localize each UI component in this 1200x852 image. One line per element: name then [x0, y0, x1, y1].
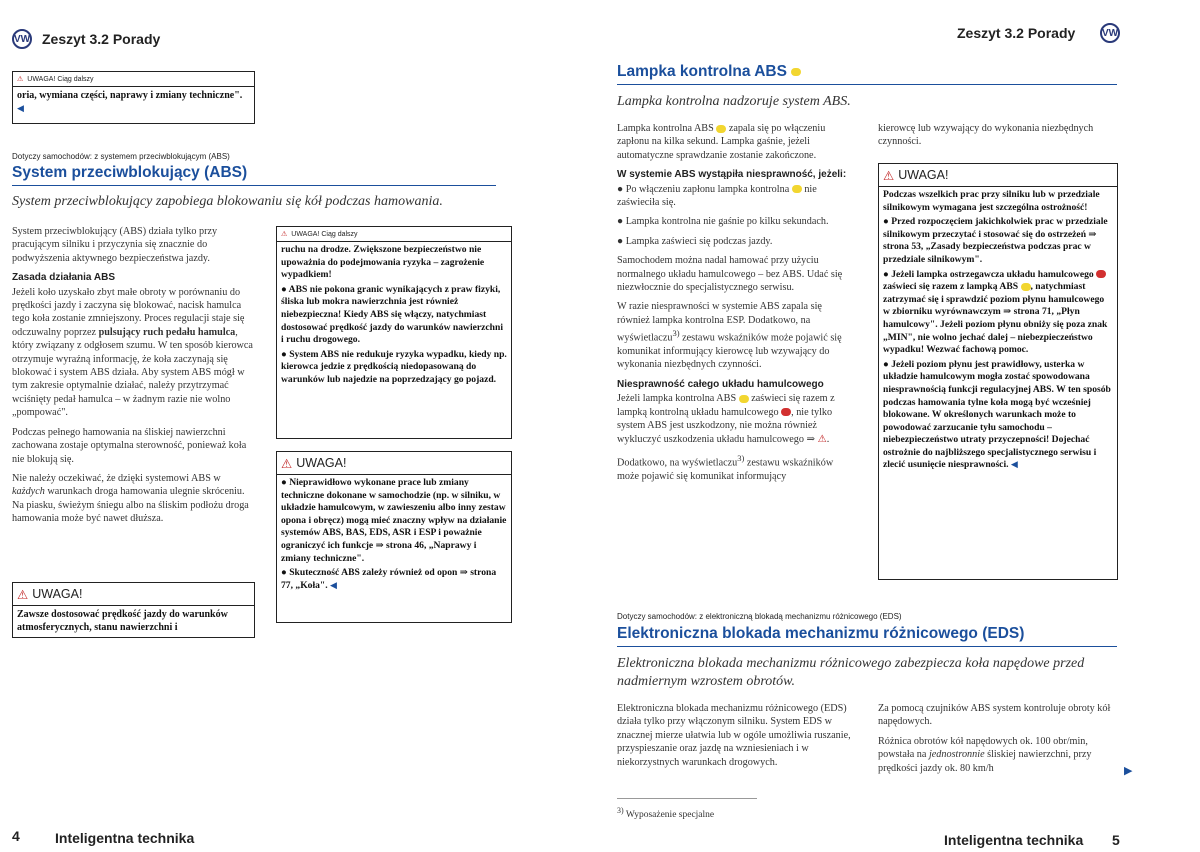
warning-label: UWAGA! — [296, 456, 347, 470]
section-lead: Elektroniczna blokada mechanizmu różnicowego zabezpiecza koła napędowe przed nadmiernym wzrostem obrotów. — [617, 656, 1085, 689]
eds-body-column — [617, 702, 857, 775]
lamp-body-column — [617, 122, 857, 489]
warning-label: UWAGA! Ciąg dalszy — [27, 75, 94, 83]
title-rule — [617, 646, 1117, 647]
warning-triangle-icon: ⚠ — [17, 586, 29, 602]
vw-logo-icon: VW — [12, 29, 32, 49]
subheading: Zasada działania ABS — [12, 272, 115, 284]
title-rule — [12, 185, 496, 186]
warning-text: Podczas wszelkich prac przy silniku lub w przedziale silnikowym wymagana jest szczególna ostrożność! — [883, 189, 1100, 213]
applies-note: Dotyczy samochodów: z elektroniczną blokadą mechanizmu różnicowego (EDS) — [617, 612, 902, 621]
warning-box — [276, 451, 512, 623]
footnote: $^{3)}$ Wyposażenie specjalne — [617, 806, 715, 821]
warning-label: UWAGA! Ciąg dalszy — [291, 230, 358, 238]
footer-title-right: Inteligentna technika — [944, 832, 1084, 848]
abs-lamp-icon — [1021, 283, 1031, 291]
paragraph: Za pomocą czujników ABS system kontroluje obroty kół napędowych. — [878, 703, 1111, 728]
paragraph: Jeżeli lampka kontrolna ABS zaświeci się razem z lampką kontrolną układu hamulcowego , nie tylko system ABS jest uszkodzony, nie można również wykluczyć uszkodzenia układu hamulcowego ⇒ ⚠. — [617, 393, 835, 445]
vw-logo-icon: VW — [1100, 23, 1120, 43]
warning-label: UWAGA! — [32, 587, 83, 601]
paragraph: Samochodem można nadal hamować przy użyciu normalnego układu hamulcowego – bez ABS. Udać się niezwłocznie do specjalistycznego serwisu. — [617, 255, 843, 294]
subheading: W systemie ABS wystąpiła niesprawność, jeżeli: — [617, 169, 847, 181]
title-rule — [617, 84, 1117, 85]
paragraph: Elektroniczna blokada mechanizmu różnicowego (EDS) działa tylko przy włączonym silniku. System EDS w znacznej mierze ułatwia lub w ogóle umożliwia ruszanie, przyspieszanie oraz jazdę na wzniesieniach i w niekorzystnych warunkach drogowych. — [617, 703, 851, 768]
warning-bullet: ● System ABS nie redukuje ryzyka wypadku, kiedy np. kierowca jedzie z prędkością niedopasowaną do warunków lub najedzie na poprzedzający go pojazd. — [281, 348, 507, 385]
abs-lamp-icon — [716, 125, 726, 133]
warning-continued-box — [12, 71, 255, 124]
paragraph: Lampka kontrolna ABS zapala się po włączeniu zapłonu na kilka sekund. Lampka gaśnie, jeżeli automatyczne sprawdzanie zostanie zakończone. — [617, 123, 826, 161]
warning-triangle-icon: ⚠ — [281, 230, 288, 238]
page-number-left: 4 — [12, 828, 20, 844]
warning-bullet: ● Jeżeli poziom płynu jest prawidłowy, usterka w układzie hamulcowym mogła zostać spowodowana niesprawnością funkcji regulacyjnej ABS. W ten sposób podczas hamowania tylne koła mogą być wcześniej blokowane. W określonych warunkach może to powodować zarzucanie tyłu samochodu – niebezpieczeństwo utraty przyczepności! Dojechać ostrożnie do najbliższego specjalistycznego serwisu i zlecić usunięcie niesprawności. ◀ — [883, 358, 1111, 471]
warning-bullet: ● Przed rozpoczęciem jakichkolwiek prac w przedziale silnikowym przeczytać i stosować się do ostrzeżeń ⇒ strona 53, „Zasady bezpieczeństwa podczas prac w przedziale silnikowym". — [883, 216, 1108, 265]
applies-note: Dotyczy samochodów: z systemem przeciwblokującym (ABS) — [12, 152, 230, 161]
warning-text: ruchu na drodze. Zwiększone bezpieczeństwo nie upoważnia do podejmowania ryzyka – zagrożenie wypadkiem! — [281, 244, 485, 281]
footnote-rule — [617, 798, 757, 799]
left-page-header: Zeszyt 3.2 Porady — [42, 31, 161, 47]
warning-triangle-icon: ⚠ — [281, 455, 293, 471]
eds-body-column-2 — [878, 702, 1118, 781]
bullet: ● Lampka kontrolna nie gaśnie po kilku sekundach. — [617, 216, 829, 228]
brake-lamp-icon — [781, 408, 791, 416]
right-page-header: Zeszyt 3.2 Porady — [957, 25, 1076, 41]
abs-lamp-icon — [792, 185, 802, 193]
warning-bullet: ● Skuteczność ABS zależy również od opon ⇒ strona 77, „Koła". ◀ — [281, 567, 497, 591]
warning-bullet: ● ABS nie pokona granic wynikających z praw fizyki, śliska lub mokra nawierzchnia jest również niebezpieczna! Kiedy ABS się włączy, natychmiast dostosować prędkość jazdy do warunków nawierzchni i ruchu drogowego. — [281, 283, 504, 346]
lamp-body-column-2 — [878, 122, 1118, 155]
paragraph: Podczas pełnego hamowania na śliskiej nawierzchni zachowana zostaje optymalna sterowność, ponieważ koła nie blokują się. — [12, 426, 247, 465]
warning-bullet: ● Jeżeli lampka ostrzegawcza układu hamulcowego zaświeci się razem z lampką ABS , natychmiast zatrzymać się i sprawdzić poziom płynu hamulcowego w zbiorniku wyrównawczym ⇒ strona 71, „Płyn hamulcowy". Jeżeli poziom płynu obniży się poza znak „MIN", nie wolno jechać dalej – niebezpieczeństwo wypadku! Wezwać fachową pomoc. — [883, 268, 1108, 356]
continue-arrow-icon: ▶ — [1124, 764, 1133, 777]
paragraph: System przeciwblokujący (ABS) działa tylko przy pracującym silniku i przyczynia się znacznie do podwyższenia aktywnego bezpieczeństwa jazdy. — [12, 226, 218, 264]
warning-label: UWAGA! — [898, 168, 949, 182]
page-number-right: 5 — [1112, 832, 1120, 848]
warning-triangle-icon: ⚠ — [817, 433, 827, 445]
warning-bullet: ● Nieprawidłowo wykonane prace lub zmiany techniczne dokonane w samochodzie (np. w silniku, w układzie hamulcowym, w zawieszeniu albo inny zestaw opona i obręcz) mogą mieć znaczny wpływ na działanie systemów ABS, BAS, EDS, ASR i ESP i poważnie ograniczyć ich funkcje ⇒ strona 46, „Naprawy i zmiany techniczne". — [281, 477, 507, 564]
warning-text: oria, wymiana części, naprawy i zmiany techniczne". — [17, 90, 243, 101]
paragraph: Jeżeli koło uzyskało zbyt małe obroty w porównaniu do prędkości jazdy i zaczyna się blokować, nacisk hamulca tego koła zostanie zmniejszony. Proces regulacji staje się odczuwalny poprzez pulsujący ruch pedału hamulca, który związany z odgłosem szumu. W ten sposób kierowca otrzymuje wyraźną informację, że koła zaczynają się blokować i system ABS działa. Aby system ABS mógł w tym zakresie optymalnie działać, należy przytrzymać wciśnięty pedał hamulca – w żadnym razie nie wolno „pompować". — [12, 286, 253, 419]
end-arrow-icon: ◀ — [1010, 460, 1018, 471]
end-arrow-icon: ◀ — [17, 104, 24, 114]
paragraph: kierowcę lub wzywający do wykonania niezbędnych czynności. — [878, 123, 1094, 148]
abs-body-column — [12, 225, 256, 532]
brake-lamp-icon — [1096, 270, 1106, 278]
section-lead: Lampka kontrolna nadzoruje system ABS. — [617, 94, 851, 109]
paragraph: Dodatkowo, na wyświetlaczu$^{3)}$ zestawu wskaźników może pojawić się komunikat informujący — [617, 452, 834, 482]
paragraph: Różnica obrotów kół napędowych ok. 100 obr/min, powstała na jednostronnie śliskiej nawierzchni, przy prędkości jazdy ok. 80 km/h — [878, 735, 1092, 774]
footer-title-left: Inteligentna technika — [55, 830, 195, 846]
end-arrow-icon: ◀ — [330, 580, 337, 591]
section-title-eds: Elektroniczna blokada mechanizmu różnicowego (EDS) — [617, 625, 1025, 642]
warning-triangle-icon: ⚠ — [883, 167, 895, 183]
paragraph: Nie należy oczekiwać, że dzięki systemowi ABS w każdych warunkach droga hamowania ulegnie skróceniu. Na piasku, świeżym śniegu albo na śliskim podłożu droga hamowania może być nawet dłuższa. — [12, 472, 249, 525]
subheading: Niesprawność całego układu hamulcowego — [617, 378, 824, 390]
section-title-lamp: Lampka kontrolna ABS — [617, 63, 801, 81]
abs-lamp-icon — [739, 395, 749, 403]
bullet: ● Lampka zaświeci się podczas jazdy. — [617, 235, 773, 247]
warning-box — [12, 582, 255, 638]
paragraph: W razie niesprawności w systemie ABS zapala się również lampka kontrolna ESP. Dodatkowo, na wyświetlaczu$^{3)}$ zestawu wskaźników może pojawić się komunikat informujący kierowcę lub wzywający do wykonania niezbędnych czynności. — [617, 301, 842, 371]
section-title-abs: System przeciwblokujący (ABS) — [12, 164, 248, 181]
section-lead: System przeciwblokujący zapobiega blokowaniu się kół podczas hamowania. — [12, 194, 443, 209]
abs-lamp-icon — [791, 68, 801, 76]
warning-continued-box — [276, 226, 512, 439]
warning-triangle-icon: ⚠ — [17, 75, 24, 83]
bullet: ● Po włączeniu zapłonu lampka kontrolna nie zaświeciła się. — [617, 183, 817, 209]
warning-box — [878, 163, 1118, 580]
warning-text: Zawsze dostosować prędkość jazdy do warunków atmosferycznych, stanu nawierzchni i — [17, 609, 228, 633]
